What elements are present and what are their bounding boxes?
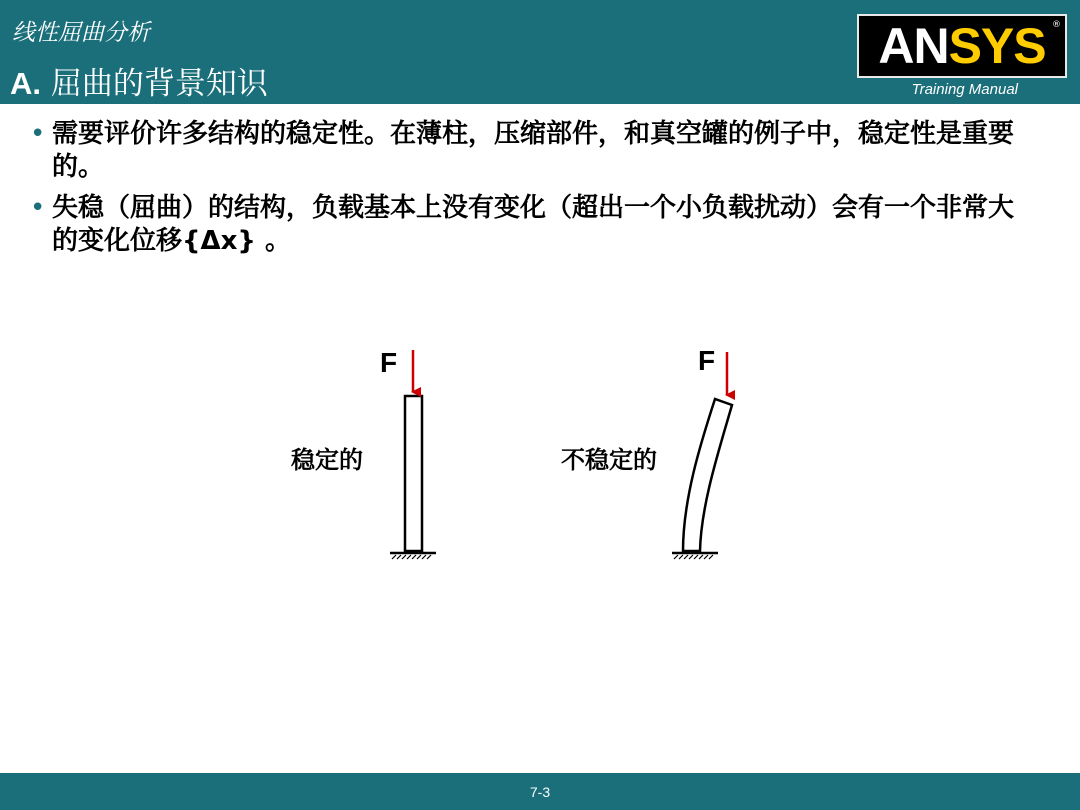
stable-label: 稳定的: [291, 446, 363, 474]
stable-force-label: F: [380, 347, 398, 378]
title-prefix: A.: [10, 66, 41, 101]
bullet-dot: •: [30, 119, 46, 149]
bullet-text: 失稳（屈曲）的结构，负载基本上没有变化（超出一个小负载扰动）会有一个非常大的变化位移{Δx} 。: [52, 193, 1015, 256]
stable-ground-hatch: [392, 555, 431, 559]
bullet-dot: •: [30, 193, 46, 223]
slide-subtitle: 线性屈曲分析: [12, 20, 150, 46]
bullet-text: 需要评价许多结构的稳定性。在薄柱，压缩部件，和真空罐的例子中，稳定性是重要的。: [52, 119, 1015, 182]
unstable-force-label: F: [698, 345, 716, 376]
training-manual-label: Training Manual: [911, 81, 1018, 98]
footer-bar: [0, 773, 1080, 810]
unstable-ground-hatch: [674, 555, 713, 559]
ansys-logo: ANSYS ®: [857, 14, 1067, 78]
stable-column: [405, 396, 422, 551]
unstable-label: 不稳定的: [561, 446, 657, 474]
unstable-column: [683, 399, 732, 551]
title-text: 屈曲的背景知识: [50, 66, 268, 102]
page-number: 7-3: [529, 784, 551, 800]
